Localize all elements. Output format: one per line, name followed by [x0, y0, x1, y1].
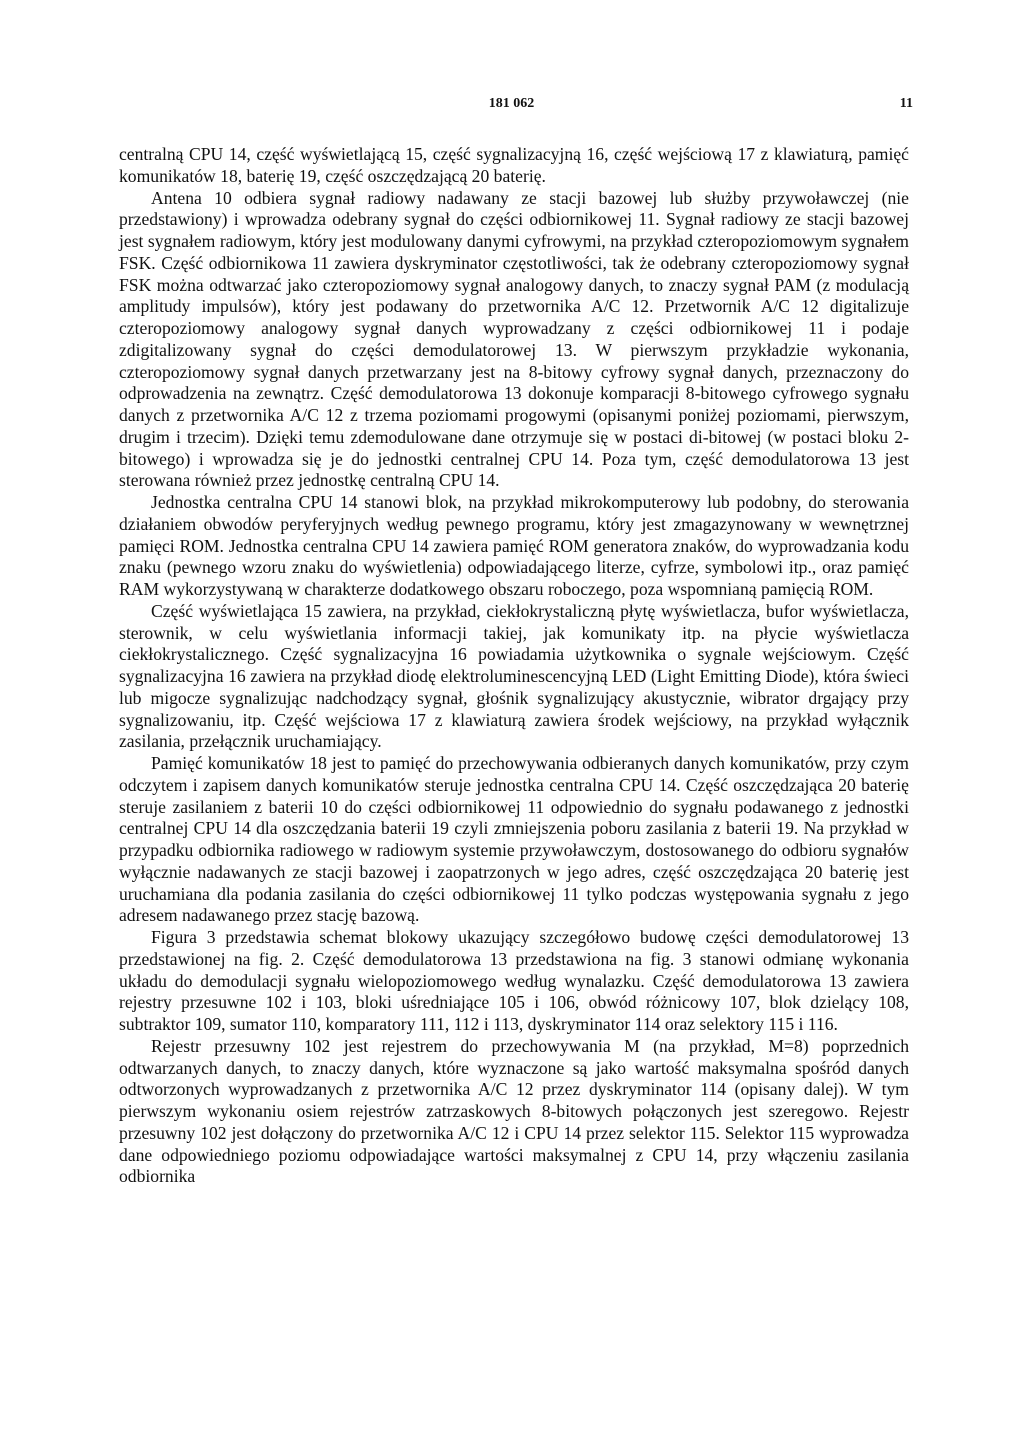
paragraph-display: Część wyświetlająca 15 zawiera, na przykład, ciekłokrystaliczną płytę wyświetlacza, bufor wyświetlacza, sterownik, w celu wyświetlania informacji takiej, jak komunikaty itp. na płycie wyświetlacza ciekłokrystalicznego. Część sygnalizacyjna 16 powiadamia użytkownika o sygnale wejściowym. Część sygnalizacyjna 16 zawiera na przykład diodę elektroluminescencyjną LED (Light Emitting Diode), która świeci lub migocze sygnalizując nadchodzący sygnał, głośnik sygnalizujący akustycznie, wibrator drgający przy sygnalizowaniu, itp. Część wejściowa 17 z klawiaturą zawiera środek wejściowy, na przykład wyłącznik zasilania, przełącznik uruchamiający.	[119, 600, 909, 752]
paragraph-shift-register: Rejestr przesuwny 102 jest rejestrem do przechowywania M (na przykład, M=8) poprzednich odtwarzanych danych, to znaczy danych, które wyznaczone są jako wartość maksymalna spośród danych odtworzonych wyprowadzanych z przetwornika A/C 12 przez dyskryminator 114 (opisany dalej). W tym pierwszym wykonaniu osiem rejestrów zatrzaskowych 8-bitowych połączonych jest szeregowo. Rejestr przesuwny 102 jest dołączony do przetwornika A/C 12 i CPU 14 przez selektor 115. Selektor 115 wyprowadza dane odpowiedniego poziomu odpowiadające wartości maksymalnej z CPU 14, przy włączeniu zasilania odbiornika	[119, 1035, 909, 1187]
paragraph-figure-3: Figura 3 przedstawia schemat blokowy ukazujący szczegółowo budowę części demodulatorowej 13 przedstawionej na fig. 2. Część demodulatorowa 13 przedstawiona na fig. 3 stanowi odmianę wykonania układu do demodulacji sygnału wielopoziomowego według wynalazku. Część demodulatorowa 13 zawiera rejestry przesuwne 102 i 103, bloki uśredniające 105 i 106, obwód różnicowy 107, blok dzielący 108, subtraktor 109, sumator 110, komparatory 111, 112 i 113, dyskryminator 114 oraz selektory 115 i 116.	[119, 927, 909, 1034]
paragraph-cpu: Jednostka centralna CPU 14 stanowi blok, na przykład mikrokomputerowy lub podobny, do sterowania działaniem obwodów peryferyjnych według pewnego programu, który jest zmagazynowany w wewnętrznej pamięci ROM. Jednostka centralna CPU 14 zawiera pamięć ROM generatora znaków, do wyprowadzania kodu znaku (pewnego wzoru znaku do wyświetlenia) odpowiadającego literze, cyfrze, symbolowi itp., oraz pamięć RAM wykorzystywaną w charakterze dodatkowego obszaru roboczego, poza wspomnianą pamięcią ROM.	[119, 492, 909, 599]
page-header	[110, 96, 913, 118]
paragraph-antenna: Antena 10 odbiera sygnał radiowy nadawany ze stacji bazowej lub służby przywoławczej (nie przedstawiony) i wprowadza odebrany sygnał do części odbiornikowej 11. Sygnał radiowy ze stacji bazowej jest sygnałem radiowym, który jest modulowany danymi cyfrowymi, na przykład czteropoziomowym sygnałem FSK. Część odbiornikowa 11 zawiera dyskryminator częstotliwości, tak że odebrany czteropoziomowy sygnał FSK można odtwarzać jako czteropoziomowy sygnał analogowy danych, to znaczy sygnał PAM (z modulacją amplitudy impulsów), który jest podawany do przetwornika A/C 12. Przetwornik A/C 12 digitalizuje czteropoziomowy analogowy sygnał danych wyprowadzany z części odbiornikowej 11 i podaje zdigitalizowany sygnał do części demodulatorowej 13. W pierwszym przykładzie wykonania, czteropoziomowy sygnał danych przetwarzany jest na 8-bitowy cyfrowy sygnał danych, przeznaczony do odprowadzenia na zewnątrz. Część demodulatorowa 13 dokonuje komparacji 8-bitowego cyfrowego sygnału danych z przetwornika A/C 12 z trzema poziomami progowymi (opisanymi poniżej poziomami, pierwszym, drugim i trzecim). Dzięki temu zdemodulowane dane otrzymuje się w postaci di-bitowej (w postaci bloku 2-bitowego) i wprowadza się je do jednostki centralnej CPU 14. Poza tym, część demodulatorowa 13 jest sterowana również przez jednostkę centralną CPU 14.	[119, 187, 909, 491]
document-number: 181 062	[488, 96, 535, 111]
paragraph-message-memory: Pamięć komunikatów 18 jest to pamięć do przechowywania odbieranych danych komunikatów, przy czym odczytem i zapisem danych komunikatów steruje jednostka centralna CPU 14. Część oszczędzająca 20 baterię steruje zasilaniem z baterii 10 do części odbiornikowej 11 odpowiednio do sygnału podawanego z jednostki centralnej CPU 14 dla oszczędzania baterii 19 czyli zmniejszenia poboru zasilania z baterii 19. Na przykład w przypadku odbiornika radiowego w radiowym systemie przywoławczym, dostosowanego do odbioru sygnałów wyłącznie nadawanych ze stacji bazowej i zaopatrzonych w jego adres, część oszczędzająca 20 baterię jest uruchamiana dla podania zasilania do części odbiornikowej 11 tylko podczas występowania sygnału z jego adresem nadawanego przez stację bazową.	[119, 753, 909, 926]
page-number: 11	[899, 96, 913, 111]
body-text	[119, 144, 909, 1188]
paragraph-continuation: centralną CPU 14, część wyświetlającą 15, część sygnalizacyjną 16, część wejściową 17 z klawiaturą, pamięć komunikatów 18, baterię 19, część oszczędzającą 20 baterię.	[119, 144, 909, 186]
